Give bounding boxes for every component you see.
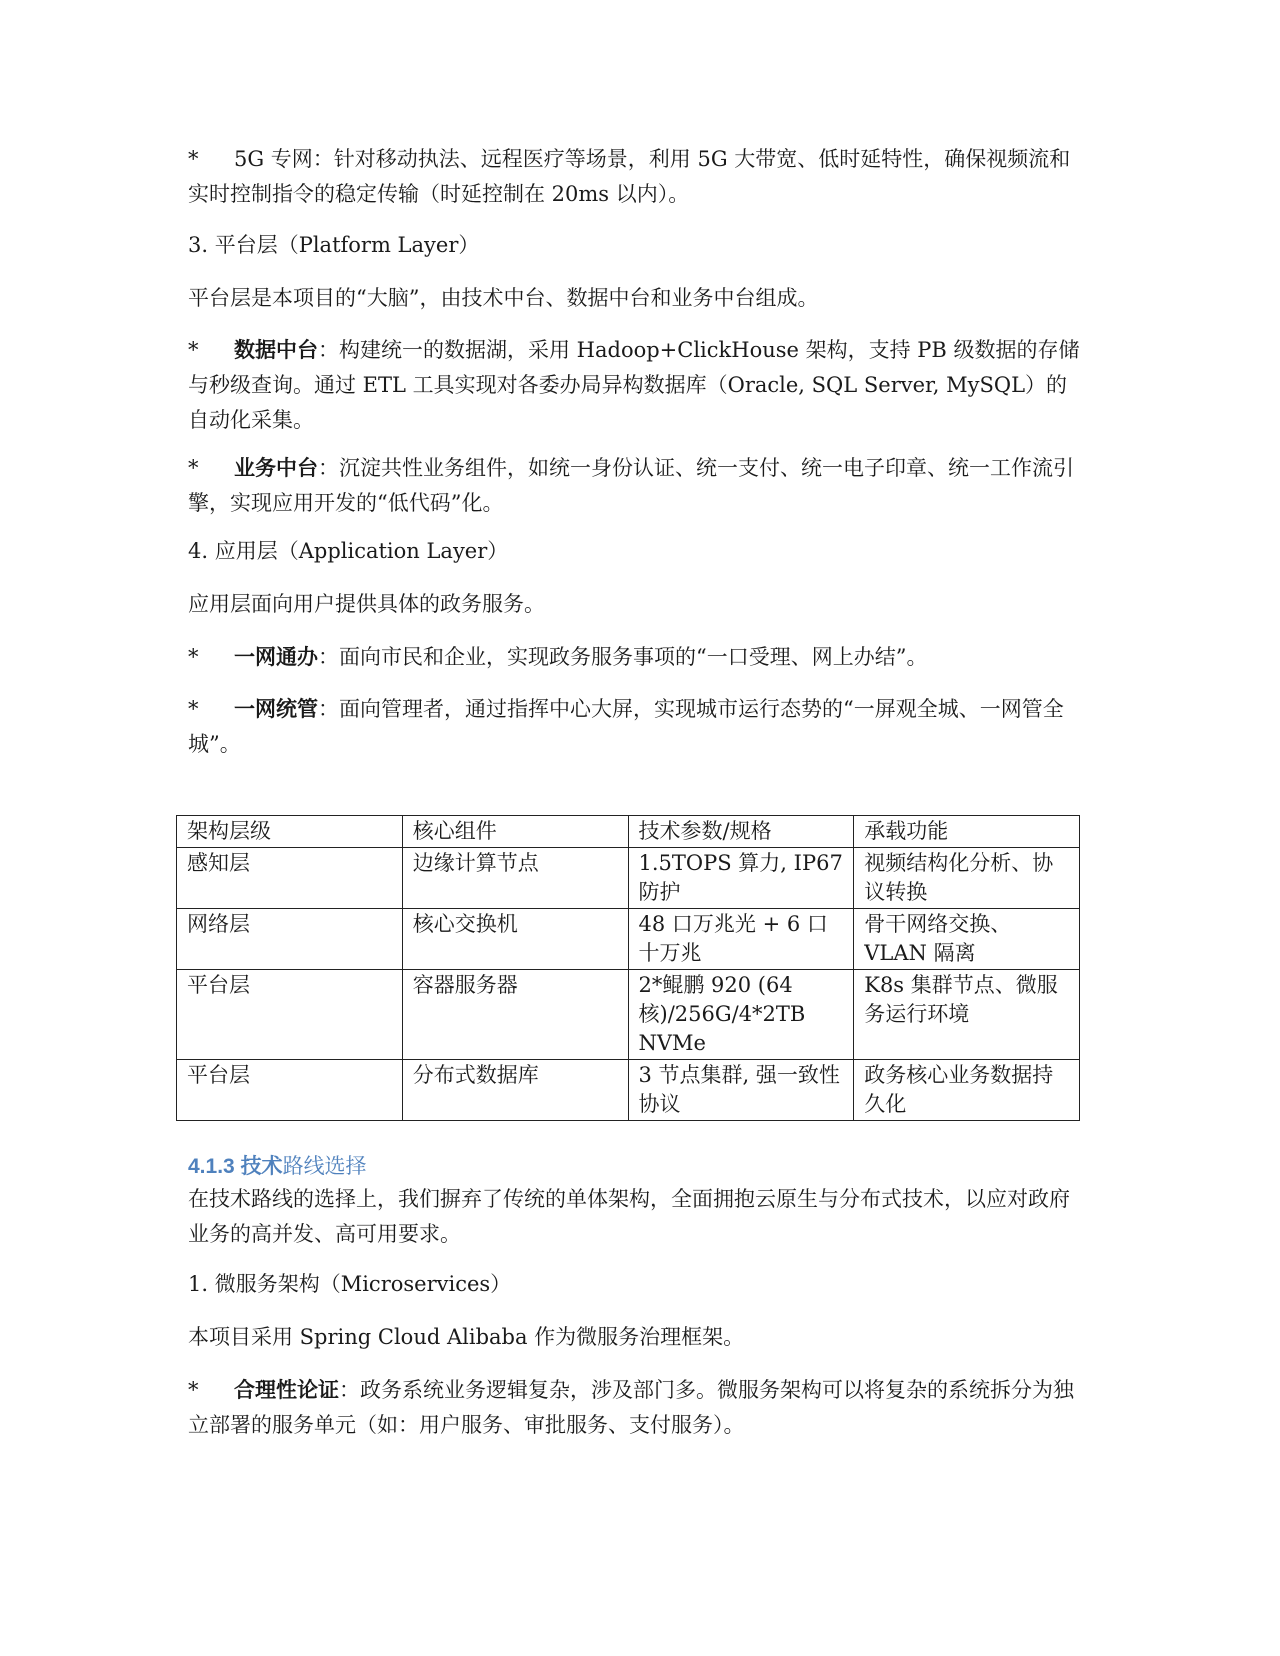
heading-application-layer: 4. 应用层（Application Layer）: [188, 539, 509, 563]
section-title-part: 线选择: [303, 1155, 367, 1178]
table-cell: 分布式数据库: [402, 1060, 628, 1121]
table-cell: 2*鲲鹏 920 (64 核)/256G/4*2TB NVMe: [628, 970, 854, 1060]
table-cell: 网络层: [177, 909, 403, 970]
table-cell: 核心交换机: [402, 909, 628, 970]
table-header-cell: 核心组件: [402, 816, 628, 848]
table-cell: 48 口万兆光 + 6 口十万兆: [628, 909, 854, 970]
section-heading: [188, 1150, 367, 1180]
paragraph-application-intro: 应用层面向用户提供具体的政务服务。: [188, 592, 545, 616]
heading-platform-layer: 3. 平台层（Platform Layer）: [188, 233, 480, 257]
table-header-cell: 架构层级: [177, 816, 403, 848]
table-cell: 容器服务器: [402, 970, 628, 1060]
bullet-term: 一网通办: [234, 644, 318, 669]
paragraph-platform-intro: 平台层是本项目的“大脑”，由技术中台、数据中台和业务中台组成。: [188, 286, 819, 310]
heading-microservices: 1. 微服务架构（Microservices）: [188, 1272, 512, 1296]
table-cell: 感知层: [177, 848, 403, 909]
table-cell: K8s 集群节点、微服务运行环境: [854, 970, 1080, 1060]
paragraph-tech-route-intro: 在技术路线的选择上，我们摒弃了传统的单体架构，全面拥抱云原生与分布式技术，以应对政府业务的高并发、高可用要求。: [188, 1187, 1070, 1246]
table-row: [177, 909, 1080, 970]
table-row: [177, 848, 1080, 909]
bullet-paragraph-business-platform: [188, 450, 1088, 521]
paragraph-text: ：面向管理者，通过指挥中心大屏，实现城市运行态势的“一屏观全城、一网管全城”。: [188, 697, 1064, 756]
table-row: [177, 970, 1080, 1060]
architecture-spec-table: [176, 815, 1080, 1121]
bullet-term: 一网统管: [234, 696, 318, 721]
section-title-part: 技术: [240, 1155, 283, 1178]
bullet-term: 数据中台: [234, 337, 318, 362]
bullet-term: 业务中台: [234, 455, 318, 480]
table-cell: 平台层: [177, 970, 403, 1060]
table-cell: 视频结构化分析、协议转换: [854, 848, 1080, 909]
table-row: [177, 1060, 1080, 1121]
table-cell: 骨干网络交换、VLAN 隔离: [854, 909, 1080, 970]
table-header-cell: 技术参数/规格: [628, 816, 854, 848]
paragraph-spring-cloud: 本项目采用 Spring Cloud Alibaba 作为微服务治理框架。: [188, 1325, 745, 1349]
paragraph-text: 5G 专网：针对移动执法、远程医疗等场景，利用 5G 大带宽、低时延特性，确保视频流和实时控制指令的稳定传输（时延控制在 20ms 以内）。: [188, 147, 1071, 206]
bullet-paragraph-data-platform: [188, 332, 1088, 438]
section-title-part: 路: [282, 1155, 304, 1178]
bullet-term: 合理性论证: [234, 1377, 339, 1402]
bullet-marker: *: [188, 697, 199, 721]
table-header-cell: 承载功能: [854, 816, 1080, 848]
bullet-paragraph-one-network-service: [188, 639, 1088, 675]
table-cell: 边缘计算节点: [402, 848, 628, 909]
bullet-marker: *: [188, 1378, 199, 1402]
table-header-row: [177, 816, 1080, 848]
bullet-paragraph-rationale: [188, 1372, 1088, 1443]
bullet-marker: *: [188, 645, 199, 669]
bullet-marker: *: [188, 456, 199, 480]
bullet-paragraph-5g: [188, 141, 1088, 212]
table-cell: 1.5TOPS 算力, IP67 防护: [628, 848, 854, 909]
section-number: 4.1.3: [188, 1155, 235, 1178]
bullet-marker: *: [188, 147, 199, 171]
bullet-paragraph-one-network-management: [188, 691, 1088, 762]
table-cell: 3 节点集群, 强一致性协议: [628, 1060, 854, 1121]
table-cell: 平台层: [177, 1060, 403, 1121]
paragraph-text: ：面向市民和企业，实现政务服务事项的“一口受理、网上办结”。: [318, 645, 928, 669]
paragraph-text: ：构建统一的数据湖，采用 Hadoop+ClickHouse 架构，支持 PB 级数据的存储与秒级查询。通过 ETL 工具实现对各委办局异构数据库（Oracle, SQL Server, MySQL）的自动化采集。: [188, 338, 1080, 432]
paragraph-text: ：沉淀共性业务组件，如统一身份认证、统一支付、统一电子印章、统一工作流引擎，实现应用开发的“低代码”化。: [188, 456, 1074, 515]
bullet-marker: *: [188, 338, 199, 362]
paragraph-text: ：政务系统业务逻辑复杂，涉及部门多。微服务架构可以将复杂的系统拆分为独立部署的服务单元（如：用户服务、审批服务、支付服务）。: [188, 1378, 1074, 1437]
table-cell: 政务核心业务数据持久化: [854, 1060, 1080, 1121]
